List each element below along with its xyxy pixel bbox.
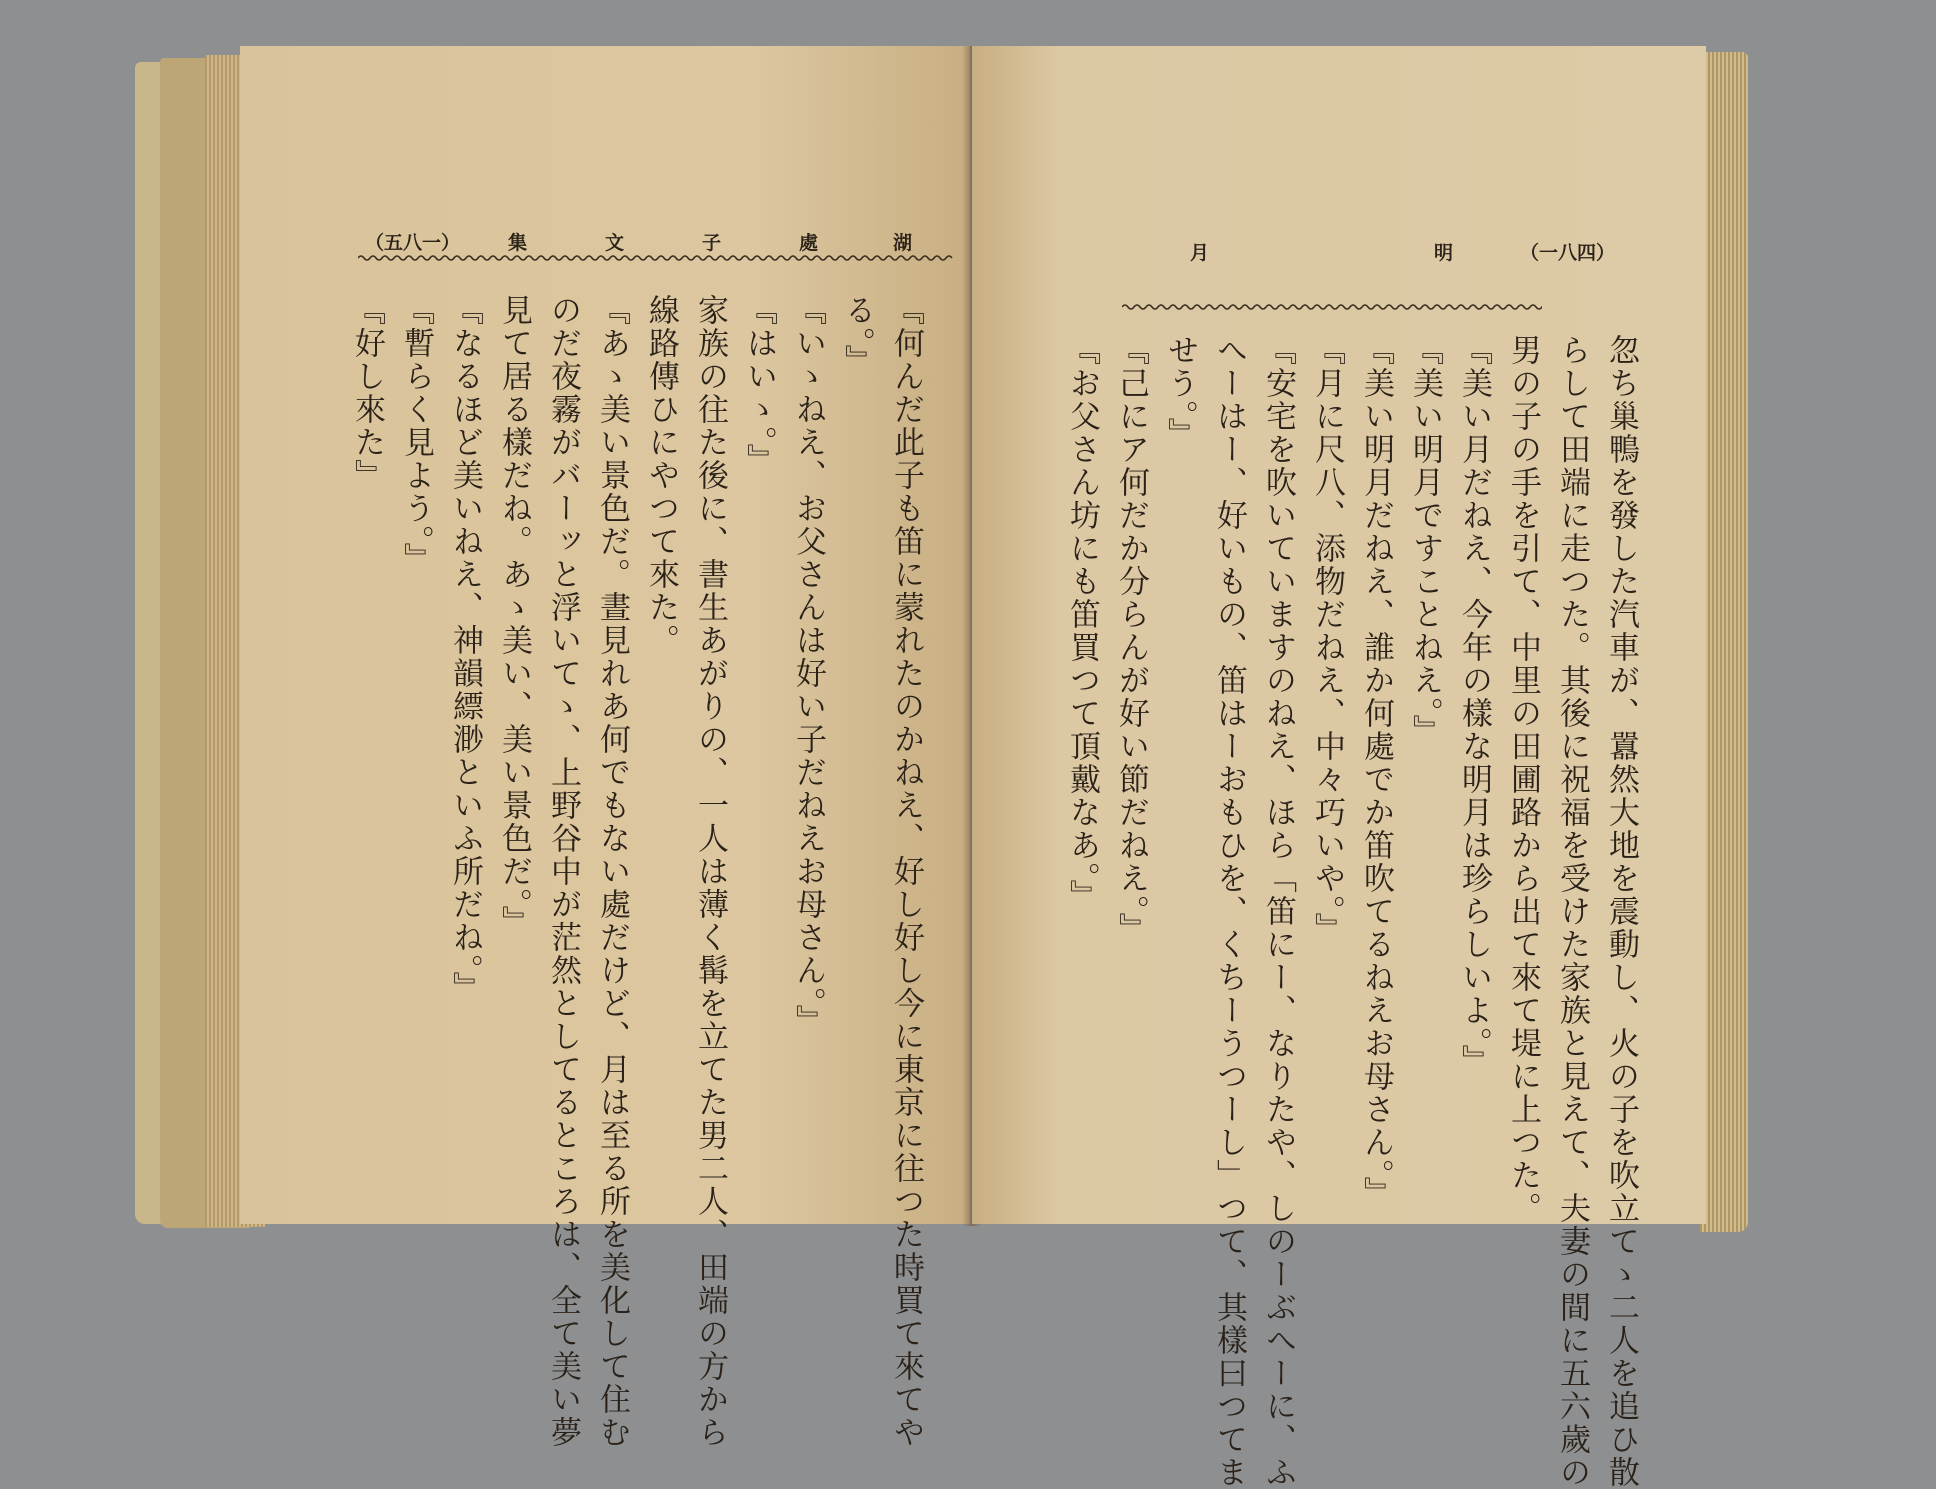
left-page xyxy=(240,46,970,1449)
text-line: 『はいゝ。』 xyxy=(741,294,777,477)
right-page xyxy=(972,46,1706,1489)
text-line: 『己にア何だか分らんが好い節だねえ。』 xyxy=(1113,334,1149,946)
text-line: 『美い月だねえ、今年の樣な明月は珍らしいよ。』 xyxy=(1456,334,1492,1078)
text-line: 男の子の手を引て、中里の田圃路から出て來て堤に上つた。 xyxy=(1505,334,1541,1225)
text-line: 『あゝ美い景色だ。晝見れあ何でもない處だけど、月は至る所を美化して住む xyxy=(594,294,630,1449)
text-line: 見て居る樣だね。あゝ美い、美い景色だ。』 xyxy=(496,294,532,939)
page-stack-right xyxy=(1700,52,1748,1232)
text-line: 家族の往た後に、書生あがりの、一人は薄く髯を立てた男二人、田端の方から xyxy=(692,294,728,1449)
right-body-text xyxy=(1064,334,1645,1489)
text-line: らして田端に走つた。其後に祝福を受けた家族と見えて、夫妻の間に五六歲の xyxy=(1554,334,1590,1489)
text-line: 『お父さん坊にも笛買つて頂戴なあ。』 xyxy=(1064,334,1100,913)
right-header-rule xyxy=(1122,301,1542,313)
text-line: せう。』 xyxy=(1162,334,1198,451)
text-line: 『月に尺八、添物だねえ、中々巧いや。』 xyxy=(1309,334,1345,946)
text-line: のだ夜霧がバーッと浮いてゝ、上野谷中が茫然としてるところは、全て美い夢 xyxy=(545,294,581,1449)
text-line: 『何んだ此子も笛に蒙れたのかねえ、好し好し今に東京に往つた時買て來てや xyxy=(888,294,924,1449)
left-title-char: 子 xyxy=(702,232,722,254)
left-page-number: （五八一） xyxy=(365,232,461,254)
text-line: る。』 xyxy=(839,294,875,378)
left-title-char: 湖 xyxy=(893,232,913,254)
left-header-rule xyxy=(358,252,958,264)
text-line: 『美い明月ですことねえ。』 xyxy=(1407,334,1443,748)
text-line: 『美い明月だねえ、誰か何處でか笛吹てるねえお母さん。』 xyxy=(1358,334,1394,1210)
left-title-char: 集 xyxy=(508,232,528,254)
right-title-char-bright: 明 xyxy=(1434,242,1454,264)
text-line: へーはー、好いもの、笛はーおもひを、くちーうつーし」つて、其樣曰つてま xyxy=(1211,334,1247,1489)
right-page-number: （一八四） xyxy=(1520,242,1616,264)
left-title-char: 處 xyxy=(799,232,819,254)
text-line: 『暫らく見よう。』 xyxy=(398,294,434,576)
left-body-text xyxy=(349,294,930,1449)
left-title-char: 文 xyxy=(605,232,625,254)
text-line: 『なるほど美いねえ、神韻縹渺といふ所だね。』 xyxy=(447,294,483,1005)
text-line: 線路傳ひにやつて來た。 xyxy=(643,294,679,657)
right-title-char-moon: 月 xyxy=(1190,242,1210,264)
text-line: 忽ち巢鴨を發した汽車が、囂然大地を震動し、火の子を吹立てゝ二人を追ひ散 xyxy=(1603,334,1639,1489)
text-line: 『好し來た』 xyxy=(349,294,385,492)
text-line: 『安宅を吹いていますのねえ、ほら「笛にー、なりたや、しのーぶへーに、ふ xyxy=(1260,334,1296,1489)
text-line: 『いゝねえ、お父さんは好い子だねえお母さん。』 xyxy=(790,294,826,1038)
